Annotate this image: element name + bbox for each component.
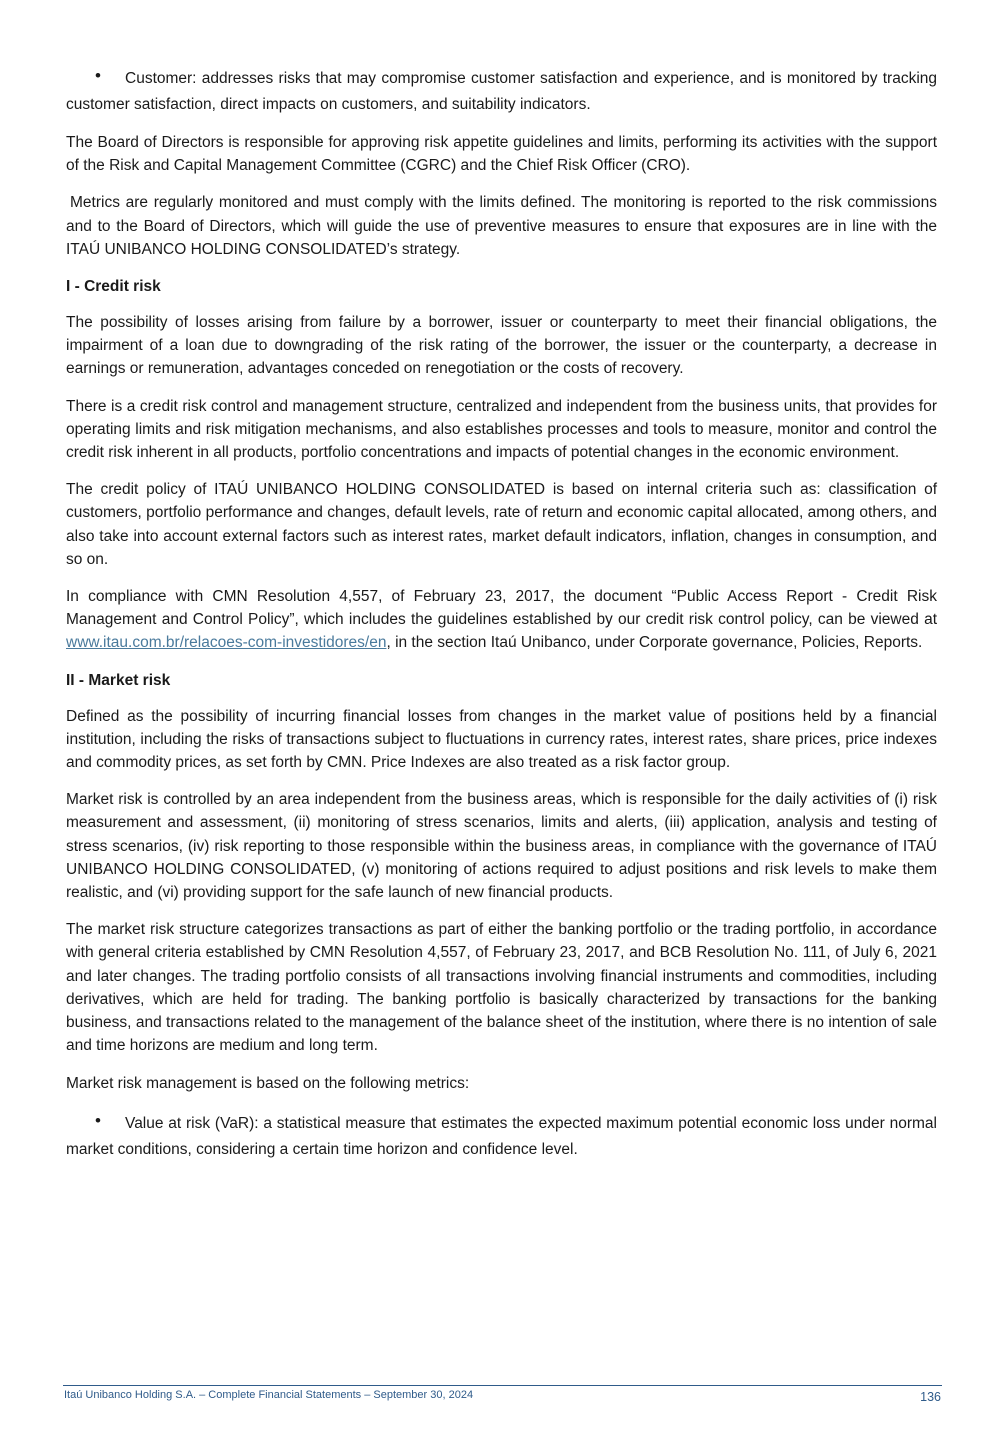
market-risk-heading: II - Market risk	[66, 671, 171, 689]
bullet-icon: •	[95, 1110, 101, 1130]
credit-risk-definition: The possibility of losses arising from failure by a borrower, issuer or counterparty to meet their financial obligations, the impairment of a loan due to downgrading of the risk rating of the borrower, the issuer or the counterparty, a decrease in earnings or remuneration, advantages conceded on renegotiation or the costs of recovery.	[66, 314, 937, 378]
market-risk-control: Market risk is controlled by an area independent from the business areas, which is responsible for the daily activities of (i) risk measurement and assessment, (ii) monitoring of stress scenarios, limits and alerts, (iii) application, analysis and testing of stress scenarios, (iv) risk reporting to those responsible within the business areas, in compliance with the governance of ITAÚ UNIBANCO HOLDING CONSOLIDATED, (v) monitoring of actions required to adjust positions and risk levels to make them realistic, and (vi) providing support for the safe launch of new financial products.	[66, 791, 937, 902]
bullet-icon: •	[95, 66, 101, 85]
footer-document-title: Itaú Unibanco Holding S.A. – Complete Financial Statements – September 30, 2024	[64, 1389, 474, 1401]
board-paragraph: The Board of Directors is responsible for approving risk appetite guidelines and limits, performing its activities with the support of the Risk and Capital Management Committee (CGRC) and the Chief Risk Officer (CRO).	[66, 134, 937, 175]
market-risk-definition: Defined as the possibility of incurring financial losses from changes in the market value of positions held by a financial institution, including the risks of transactions subject to fluctuations in currency rates, interest rates, share prices, price indexes and commodity prices, as set forth by CMN. Price Indexes are also treated as a risk factor group.	[66, 707, 937, 772]
market-risk-metrics-intro: Market risk management is based on the following metrics:	[66, 1074, 470, 1092]
page-body	[66, 66, 937, 1177]
compliance-text-after: , in the section Itaú Unibanco, under Corporate governance, Policies, Reports.	[386, 634, 923, 652]
page-number: 136	[920, 1390, 941, 1404]
metrics-paragraph: Metrics are regularly monitored and must comply with the limits defined. The monitoring is reported to the risk commissions and to the Board of Directors, which will guide the use of preventive measures to ensure that exposures are in line with the ITAÚ UNIBANCO HOLDING CONSOLIDATED’s strategy.	[66, 194, 937, 258]
credit-risk-structure: There is a credit risk control and management structure, centralized and independent from the business units, that provides for operating limits and risk mitigation mechanisms, and also establishes processes and tools to measure, monitor and control the credit risk inherent in all products, portfolio concentrations and impacts of potential changes in the economic environment.	[66, 397, 937, 462]
bullet-var	[66, 1111, 937, 1163]
credit-policy-paragraph: The credit policy of ITAÚ UNIBANCO HOLDING CONSOLIDATED is based on internal criteria such as: classification of customers, portfolio performance and changes, default levels, rate of return and economic capital allocated, among others, and also take into account external factors such as interest rates, market default indicators, inflation, changes in consumption, and so on.	[66, 481, 937, 568]
bullet-customer	[66, 66, 937, 118]
credit-compliance-paragraph	[66, 585, 937, 655]
footer-rule	[63, 1385, 942, 1386]
credit-risk-heading: I - Credit risk	[66, 278, 161, 296]
bullet-var-text: Value at risk (VaR): a statistical measure that estimates the expected maximum potential economic loss under normal market conditions, considering a certain time horizon and confidence level.	[66, 1114, 937, 1158]
compliance-text-before: In compliance with CMN Resolution 4,557, of February 23, 2017, the document “Public Access Report - Credit Risk Management and Control Policy”, which includes the guidelines established by our credit risk control policy, can be viewed at	[66, 588, 937, 629]
bullet-customer-text: Customer: addresses risks that may compromise customer satisfaction and experience, and is monitored by tracking customer satisfaction, direct impacts on customers, and suitability indicators.	[66, 70, 937, 113]
market-risk-structure: The market risk structure categorizes transactions as part of either the banking portfolio or the trading portfolio, in accordance with general criteria established by CMN Resolution 4,557, of February 23, 2017, and BCB Resolution No. 111, of July 6, 2021 and later changes. The trading portfolio consists of all transactions involving financial instruments and commodities, including derivatives, which are held for trading. The banking portfolio is basically characterized by transactions for the banking business, and transactions related to the management of the balance sheet of the institution, where there is no intention of sale and time horizons are medium and long term.	[66, 921, 937, 1055]
investor-relations-link[interactable]: www.itau.com.br/relacoes-com-investidores/en	[66, 634, 387, 652]
